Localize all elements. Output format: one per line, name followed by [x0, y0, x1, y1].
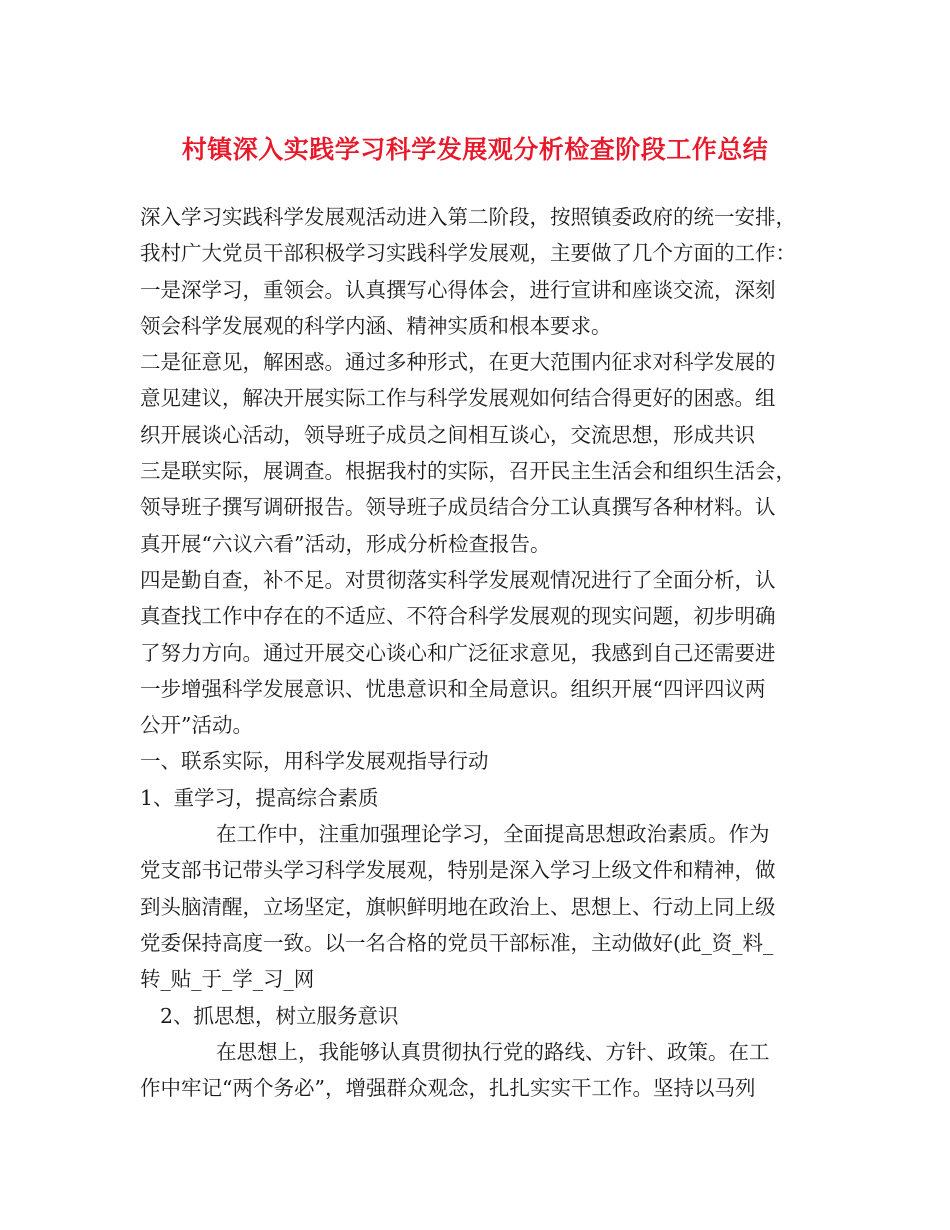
body-line: 领会科学发展观的科学内涵、精神实质和根本要求。	[140, 313, 612, 338]
body-line: 真开展“六议六看”活动，形成分析检查报告。	[140, 531, 551, 556]
body-line: 二是征意见，解困惑。通过多种形式，在更大范围内征求对科学发展的	[140, 350, 776, 375]
body-line: 真查找工作中存在的不适应、不符合科学发展观的现实问题，初步明确	[140, 604, 776, 629]
subsection-heading: 2、抓思想，树立服务意识	[160, 1003, 399, 1028]
body-line: 党支部书记带头学习科学发展观，特别是深入学习上级文件和精神，做	[140, 858, 776, 883]
body-line: 我村广大党员干部积极学习实践科学发展观，主要做了几个方面的工作：	[140, 241, 796, 266]
body-line: 深入学习实践科学发展观活动进入第二阶段，按照镇委政府的统一安排，	[140, 205, 796, 229]
subsection-heading: 1、重学习，提高综合素质	[140, 785, 379, 810]
body-line: 在思想上，我能够认真贯彻执行党的路线、方针、政策。在工	[216, 1039, 770, 1064]
body-line: 党委保持高度一致。以一名合格的党员干部标准，主动做好(此_资_料_	[140, 930, 774, 955]
body-line: 三是联实际，展调查。根据我村的实际，召开民主生活会和组织生活会，	[140, 459, 796, 484]
body-line: 意见建议，解决开展实际工作与科学发展观如何结合得更好的困惑。组	[140, 386, 776, 411]
body-line: 四是勤自查，补不足。对贯彻落实科学发展观情况进行了全面分析，认	[140, 567, 776, 592]
body-line: 织开展谈心活动，领导班子成员之间相互谈心，交流思想，形成共识	[140, 422, 755, 447]
document-body	[140, 199, 830, 1106]
body-line: 领导班子撰写调研报告。领导班子成员结合分工认真撰写各种材料。认	[140, 495, 776, 520]
body-line: 在工作中，注重加强理论学习，全面提高思想政治素质。作为	[216, 822, 770, 847]
body-line: 作中牢记“两个务必”，增强群众观念，扎扎实实干工作。坚持以马列	[140, 1076, 756, 1101]
body-line: 了努力方向。通过开展交心谈心和广泛征求意见，我感到自己还需要进	[140, 640, 776, 665]
document-title: 村镇深入实践学习科学发展观分析检查阶段工作总结	[181, 135, 769, 164]
body-line: 到头脑清醒，立场坚定，旗帜鲜明地在政治上、思想上、行动上同上级	[140, 894, 776, 919]
body-line: 转_贴_于_学_习_网	[140, 967, 315, 992]
body-line: 一步增强科学发展意识、忧患意识和全局意识。组织开展“四评四议两	[140, 676, 766, 701]
body-line: 公开”活动。	[140, 713, 253, 738]
body-line: 一是深学习，重领会。认真撰写心得体会，进行宣讲和座谈交流，深刻	[140, 277, 776, 302]
section-heading: 一、联系实际，用科学发展观指导行动	[140, 749, 489, 774]
